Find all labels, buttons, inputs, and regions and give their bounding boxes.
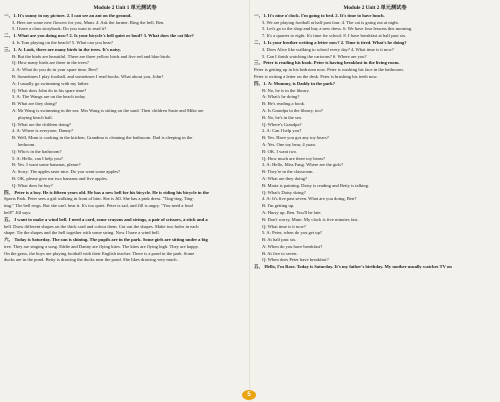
right-column-line: A: What are they doing? bbox=[262, 175, 308, 181]
right-column-line: A: What's he doing? bbox=[262, 94, 300, 100]
left-column-line: 三、1. A: Look, there are many birds in the trees. It's noisy. bbox=[4, 46, 122, 52]
left-column-line: bell!" Jill says. bbox=[4, 209, 32, 215]
right-column-line: B: At half past six. bbox=[262, 237, 297, 243]
left-column-line: tree. They are singing a song. Eddie and Danny are flying kites. The kites are flying high. They are happy. bbox=[4, 243, 199, 249]
right-column-line: A: Hurry up, Ben. You'll be late. bbox=[262, 209, 322, 215]
left-column-line: 4. Is Tom playing on the beach? 5. What can you hear? bbox=[12, 39, 113, 45]
right-column-line: 7. It's a quarter to eight. It's time for school. 8. I have breakfast at half past six. bbox=[262, 33, 407, 39]
left-column-line: 3. A: The Wangs are on the beach today. bbox=[12, 94, 86, 100]
right-column-line: Q: How much are three toy bears? bbox=[262, 155, 326, 161]
left-column-line: 四、 Peter is a boy. He is fifteen years old. He has a new bell for his bicycle. He is riding his bicycle in the bbox=[4, 189, 209, 195]
right-column-line: 一、1. It's nine o'clock. I'm going to bed. 2. It's time to have lunch. bbox=[254, 12, 385, 18]
right-column-line: 5. A: Peter, when do you get up? bbox=[262, 230, 322, 236]
left-column-line: 5. I have a class storybook. Do you want to read it? bbox=[12, 26, 107, 32]
right-column-line: A: Yes. One toy bear, 4 yuan. bbox=[262, 141, 316, 147]
left-column-body bbox=[4, 13, 246, 264]
right-column-line: B: OK. I want two. bbox=[262, 148, 298, 154]
left-column-line: bell. Draw different shapes on the thick card and colour them. Cut out the shapes. Make two holes in each bbox=[4, 223, 199, 229]
right-column-line: 3. Does Alice like walking to school every day? 4. What time is it now? bbox=[262, 46, 394, 52]
right-column-line: 二、1. Is your brother writing a letter now? 2. Time is tired. What's he doing? bbox=[254, 39, 407, 45]
right-column-line: 5. Let's go to the shop and buy a new dress. 6. We have four lessons this morning. bbox=[262, 26, 413, 32]
left-column-line: B: What are they doing? bbox=[12, 101, 57, 107]
left-column-line: On the grass, the boys are playing football with their English teacher. There is a pond in the park. Some bbox=[4, 250, 195, 256]
right-column-line: 4. A: It's five past seven. What are you doing, Ben? bbox=[262, 196, 357, 202]
right-column-line: 三、Peter is reading his book. Peter is having breakfast in the living room. bbox=[254, 60, 400, 66]
left-column-line: 3. Here are some new flowers for you, Mum. 4. Ask the farmer. Ring the bell, Ben. bbox=[12, 19, 165, 25]
left-column-line: 六、 Today is Saturday. The sun is shining. The pupils are in the park. Some girls are sitting under a big bbox=[4, 237, 208, 243]
right-column-line: A: When do you have breakfast? bbox=[262, 243, 323, 249]
left-column-line: Q: Who's in the bathroom? bbox=[12, 148, 62, 154]
left-column-line: A: Mr Wang is swimming in the sea. Mrs Wang is sitting on the sand. Their children Susie and Mike are bbox=[12, 107, 204, 113]
left-column-line: 五、 I want to make a wind bell. I need a card, some crayons and strings, a pair of scissors, a stick and a bbox=[4, 216, 208, 222]
left-column-line: Sports Park. Peter sees a girl walking in front of him. She is Jill. She has a pink dress. "Ting-ting, Ting- bbox=[4, 196, 194, 202]
right-column-line: B: They're in the classroom. bbox=[262, 169, 314, 175]
left-column bbox=[4, 5, 246, 264]
left-column-line: A: Sorry. The apples taste nice. Do you want some apples? bbox=[12, 169, 121, 175]
right-column-line: A: Is Grandpa in the library, too? bbox=[262, 107, 323, 113]
left-column-line: shape. Tie the shapes and the bell together with some string. Now I have a wind bell. bbox=[4, 230, 160, 236]
right-column-line: Q: What time is it now? bbox=[262, 223, 306, 229]
left-column-line: ducks are in the pond. Betty is drawing the ducks near the pond. She likes drawing very much. bbox=[4, 257, 178, 263]
right-column-line: Peter is writing a letter on the desk. Peter is brushing his teeth now. bbox=[254, 73, 378, 79]
right-column-line: B: Don't worry, Mum. My clock is five minutes fast. bbox=[262, 216, 359, 222]
right-column bbox=[254, 5, 496, 271]
left-column-line: 二、1. What are you doing now? 2. Is your bicycle's bell quiet or loud? 3. What does the cat like? bbox=[4, 33, 194, 39]
right-column-line: B: Maria is painting. Daisy is reading and Betty is talking. bbox=[262, 182, 370, 188]
right-column-line: 五、 Hello, I'm Rose. Today is Saturday. It's my father's birthday. My mother usually watches TV on bbox=[254, 264, 452, 270]
right-column-line: 5. Can I finish watching the cartoons? 6. Where are you? bbox=[262, 53, 367, 59]
right-column-line: B: He's reading a book. bbox=[262, 101, 306, 107]
right-column-line: B: At five to seven. bbox=[262, 250, 298, 256]
left-column-line: 5. A: Hello, can I help you? bbox=[12, 155, 63, 161]
right-column-line: B: No, he's in the sea. bbox=[262, 114, 302, 120]
right-column-body bbox=[254, 13, 496, 271]
left-column-line: ting." The bell rings. But she can't hear it. It's too quiet. Peter is sad, and Jill is angry. "You need a loud bbox=[4, 203, 193, 209]
right-column-line: Q: When does Peter have breakfast? bbox=[262, 257, 329, 263]
page-number-badge: 5 bbox=[242, 390, 256, 400]
right-column-line: 四、1. A: Mummy, is Daddy in the park? bbox=[254, 80, 336, 86]
right-column-header: Module 2 Unit 2 单元测试卷 bbox=[343, 5, 407, 11]
left-column-line: Q: What are the children doing? bbox=[12, 121, 71, 127]
left-column-line: B: OK, please give me two bananas and five apples. bbox=[12, 175, 108, 181]
left-column-line: B: But the birds are beautiful. There are three yellow birds and five red and blue birds. bbox=[12, 53, 171, 59]
left-column-line: Q: What does he buy? bbox=[12, 182, 53, 188]
right-column-line: 3. We are playing football at half past four. 4. The cat is going out at night. bbox=[262, 19, 399, 25]
right-column-line: B: Yes. Have you got any toy bears? bbox=[262, 135, 329, 141]
left-column-line: B: Well, Mum is cooking in the kitchen. Grandma is cleaning the bathroom. Dad is sleeping in the bbox=[12, 135, 193, 141]
right-column-line: Q: What's Daisy doing? bbox=[262, 189, 306, 195]
right-column-line: 3. A: Hello, Miss Fang. Where are the girls? bbox=[262, 162, 344, 168]
left-column-line: 2. A: What do you do in your spare time, Ben? bbox=[12, 67, 98, 73]
right-column-line: B: No, he is in the library. bbox=[262, 87, 310, 93]
right-column-line: Q: Where's Grandpa? bbox=[262, 121, 302, 127]
right-column-line: Peter is getting up in his bedroom now. Peter is washing his face in the bathroom. bbox=[254, 67, 404, 73]
left-column-line: 一、1. It's sunny in my picture. 2. I can see an ant on the ground. bbox=[4, 12, 132, 18]
left-column-header: Module 2 Unit 1 单元测试卷 bbox=[93, 5, 157, 11]
left-column-line: playing beach ball. bbox=[18, 114, 53, 120]
left-column-line: Q: What does John do in his spare time? bbox=[12, 87, 87, 93]
page-fold-divider bbox=[249, 0, 250, 402]
right-column-line: 2. A: Can I help you? bbox=[262, 128, 302, 134]
left-column-line: B: Yes. I want some bananas, please? bbox=[12, 162, 81, 168]
right-column-line: B: I'm getting up. bbox=[262, 203, 295, 209]
left-column-line: bedroom. bbox=[18, 141, 36, 147]
left-column-line: Q: How many birds are there in the trees? bbox=[12, 60, 89, 66]
left-column-line: 4. A: Where is everyone, Danny? bbox=[12, 128, 74, 134]
left-column-line: B: Sometimes I play football, and sometimes I read books. What about you, John? bbox=[12, 73, 164, 79]
left-column-line: A: I usually go swimming with my father. bbox=[12, 80, 90, 86]
